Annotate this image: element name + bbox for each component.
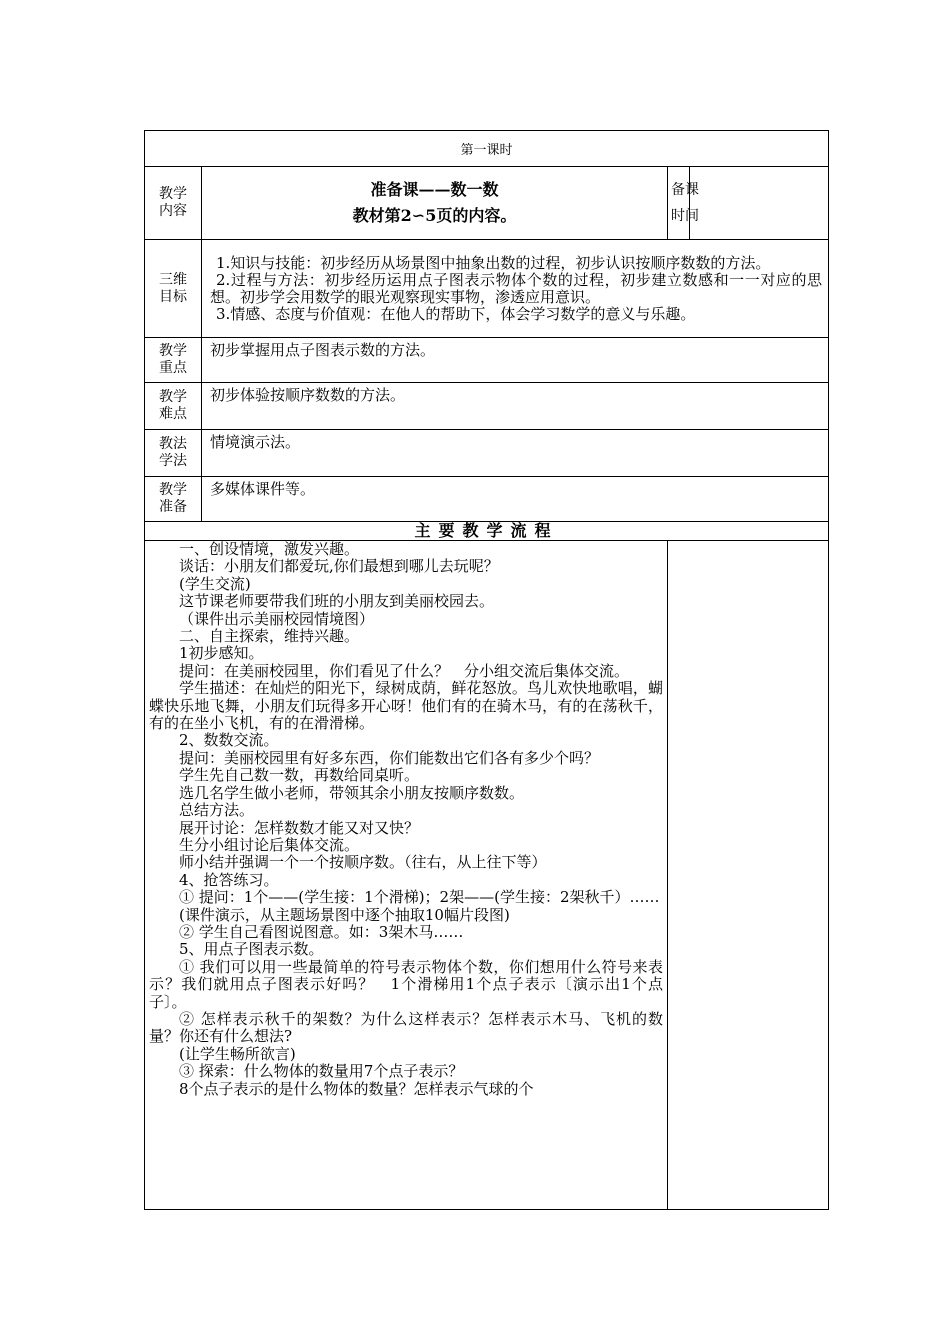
flow-paragraph: 展开讨论：怎样数数才能又对又快？ bbox=[179, 818, 420, 837]
flow-paragraph: 这节课老师要带我们班的小朋友到美丽校园去。 bbox=[179, 592, 495, 611]
flow-body bbox=[149, 541, 663, 1098]
flow-paragraph: 学生先自己数一数，再数给同桌听。 bbox=[179, 766, 420, 785]
flow-paragraph: 4、抢答练习。 bbox=[179, 870, 279, 889]
objectives-label-text: 三维目标 bbox=[159, 271, 187, 305]
flow-paragraph: ① 提问：1个——(学生接：1个滑梯)；2架——(学生接：2架秋千）…… bbox=[179, 888, 660, 907]
flow-header: 主要教学流程 bbox=[145, 522, 829, 541]
flow-paragraph: 提问：在美丽校园里，你们看见了什么？ 分小组交流后集体交流。 bbox=[179, 661, 630, 680]
flow-paragraph: (课件演示，从主题场景图中逐个抽取10幅片段图) bbox=[179, 905, 510, 924]
prep-time-label-text: 备课时间 bbox=[671, 182, 699, 224]
methods-label bbox=[145, 430, 202, 477]
flow-content bbox=[145, 541, 668, 1210]
flow-paragraph: 1初步感知。 bbox=[179, 644, 264, 663]
flow-paragraph: 谈话：小朋友们都爱玩,你们最想到哪儿去玩呢？ bbox=[179, 557, 499, 576]
flow-paragraph: ② 学生自己看图说图意。如：3架木马…… bbox=[179, 922, 464, 941]
difficulty-text: 初步体验按顺序数数的方法。 bbox=[202, 383, 829, 430]
flow-paragraph: (学生交流) bbox=[179, 574, 251, 593]
methods-label-text: 教法学法 bbox=[159, 436, 187, 469]
flow-paragraph: 师小结并强调一个一个按顺序数。（往右，从上往下等） bbox=[179, 853, 547, 872]
prep-time-value bbox=[690, 167, 829, 240]
preparation-label bbox=[145, 477, 202, 522]
flow-paragraph: 生分小组讨论后集体交流。 bbox=[179, 835, 360, 854]
lesson-plan-sheet bbox=[144, 130, 828, 1210]
key-point-label bbox=[145, 338, 202, 383]
flow-paragraph: 学生描述：在灿烂的阳光下，绿树成荫，鲜花怒放。鸟儿欢快地歌唱，蝴蝶快乐地飞舞，小朋友们玩得多开心呀！他们有的在骑木马，有的在荡秋千，有的在坐小飞机，有的在滑滑梯。 bbox=[149, 679, 663, 733]
flow-paragraph: （课件出示美丽校园情境图） bbox=[179, 609, 375, 628]
flow-paragraph: 2、数数交流。 bbox=[179, 731, 279, 750]
flow-paragraph: 一、创设情境，激发兴趣。 bbox=[179, 540, 360, 558]
content-label-text: 教学内容 bbox=[159, 186, 187, 219]
key-point-label-text: 教学重点 bbox=[159, 343, 187, 376]
flow-paragraph: 选几名学生做小老师，带领其余小朋友按顺序数数。 bbox=[179, 783, 525, 802]
flow-paragraph: 二、自主探索，维持兴趣。 bbox=[179, 627, 360, 646]
objective-item: 1.知识与技能：初步经历从场景图中抽象出数的过程，初步认识按顺序数数的方法。 bbox=[216, 254, 771, 272]
flow-paragraph: ② 怎样表示秋千的架数？为什么这样表示？怎样表示木马、飞机的数量？你还有什么想法? bbox=[149, 1009, 663, 1046]
content-title: 准备课——数一数 bbox=[370, 180, 499, 199]
flow-paragraph: 提问：美丽校园里有好多东西，你们能数出它们各有多少个吗？ bbox=[179, 748, 600, 767]
difficulty-label bbox=[145, 383, 202, 430]
preparation-text: 多媒体课件等。 bbox=[202, 477, 829, 522]
content-label bbox=[145, 167, 202, 240]
flow-paragraph: ③ 探索：什么物体的数量用7个点子表示？ bbox=[179, 1062, 464, 1081]
lesson-title: 第一课时 bbox=[145, 131, 829, 167]
objective-item: 3.情感、态度与价值观：在他人的帮助下，体会学习数学的意义与乐趣。 bbox=[216, 305, 696, 323]
difficulty-label-text: 教学难点 bbox=[159, 389, 187, 422]
content-subtitle: 教材第2∽5页的内容。 bbox=[352, 206, 517, 225]
preparation-label-text: 教学准备 bbox=[159, 482, 187, 515]
flow-notes-column bbox=[668, 541, 829, 1210]
objectives-cell bbox=[202, 240, 829, 338]
key-point-text: 初步掌握用点子图表示数的方法。 bbox=[202, 338, 829, 383]
objectives-label bbox=[145, 240, 202, 338]
lesson-plan-table bbox=[144, 130, 829, 1210]
prep-time-label bbox=[668, 167, 699, 240]
flow-paragraph: 总结方法。 bbox=[179, 801, 255, 820]
flow-paragraph: (让学生畅所欲言) bbox=[179, 1044, 296, 1063]
methods-text: 情境演示法。 bbox=[202, 430, 829, 477]
flow-paragraph: ① 我们可以用一些最简单的符号表示物体个数，你们想用什么符号来表示？我们就用点子图表示好吗？ 1个滑梯用1个点子表示〔演示出1个点子〕。 bbox=[149, 957, 663, 1011]
flow-paragraph: 8个点子表示的是什么物体的数量？怎样表示气球的个 bbox=[179, 1079, 534, 1098]
flow-paragraph: 5、用点子图表示数。 bbox=[179, 940, 324, 959]
content-title-cell bbox=[202, 167, 668, 240]
objective-item: 2.过程与方法：初步经历运用点子图表示物体个数的过程，初步建立数感和一一对应的思想。初步学会用数学的眼光观察现实事物，渗透应用意识。 bbox=[210, 271, 823, 306]
